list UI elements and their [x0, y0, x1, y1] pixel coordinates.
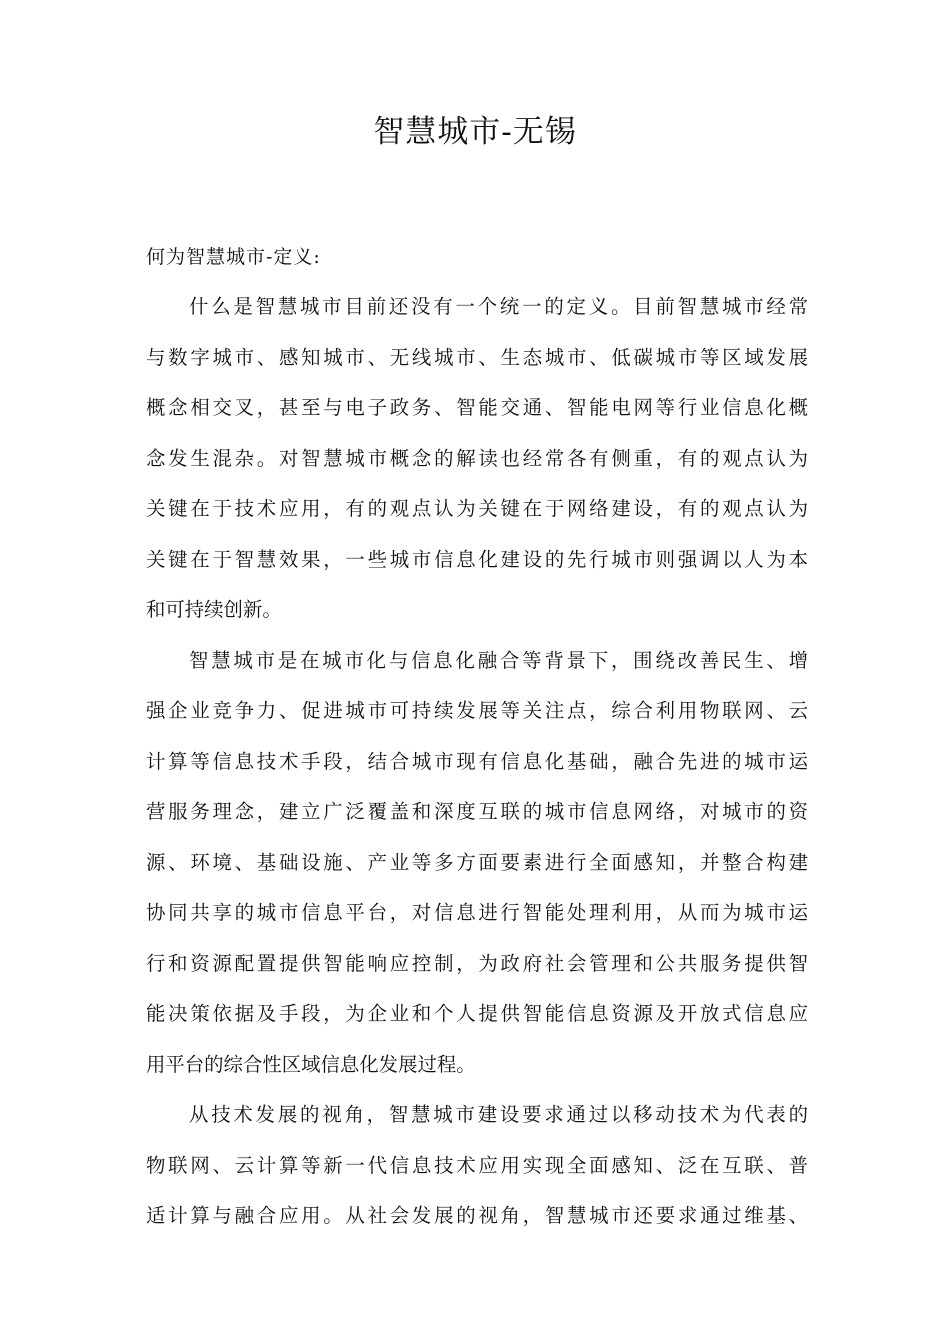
paragraph-line: 智慧城市是在城市化与信息化融合等背景下，围绕改善民生、增 [189, 648, 808, 672]
paragraph-definition [146, 282, 808, 636]
paragraph-line: 计算等信息技术手段，结合城市现有信息化基础，融合先进的城市运 [146, 749, 808, 773]
paragraph-line: 强企业竞争力、促进城市可持续发展等关注点，综合利用物联网、云 [146, 699, 808, 722]
paragraph-line: 和可持续创新。 [146, 598, 282, 621]
paragraph-line: 协同共享的城市信息平台，对信息进行智能处理利用，从而为城市运 [146, 901, 808, 924]
paragraph-concept [146, 636, 808, 1091]
paragraph-line: 关键在于技术应用，有的观点认为关键在于网络建设，有的观点认为 [146, 497, 808, 520]
paragraph-line: 营服务理念，建立广泛覆盖和深度互联的城市信息网络，对城市的资 [146, 800, 808, 823]
paragraph-line: 物联网、云计算等新一代信息技术应用实现全面感知、泛在互联、普 [146, 1153, 808, 1177]
paragraph-line: 念发生混杂。对智慧城市概念的解读也经常各有侧重，有的观点认为 [146, 446, 808, 470]
paragraph-line: 能决策依据及手段，为企业和个人提供智能信息资源及开放式信息应 [146, 1002, 808, 1025]
section-heading: 何为智慧城市-定义: [146, 246, 321, 268]
paragraph-line: 与数字城市、感知城市、无线城市、生态城市、低碳城市等区域发展 [146, 345, 808, 369]
document-body [146, 232, 808, 1242]
paragraph-line: 从技术发展的视角，智慧城市建设要求通过以移动技术为代表的 [189, 1103, 808, 1126]
paragraph-line: 关键在于智慧效果，一些城市信息化建设的先行城市则强调以人为本 [146, 547, 808, 571]
paragraph-line: 概念相交叉，甚至与电子政务、智能交通、智能电网等行业信息化概 [146, 396, 808, 419]
paragraph-line: 源、环境、基础设施、产业等多方面要素进行全面感知，并整合构建 [146, 850, 808, 874]
paragraph-line: 适计算与融合应用。从社会发展的视角，智慧城市还要求通过维基、 [146, 1204, 808, 1227]
document-title: 智慧城市-无锡 [373, 114, 577, 150]
paragraph-line: 用平台的综合性区域信息化发展过程。 [146, 1052, 476, 1076]
paragraph-perspective [146, 1090, 808, 1242]
paragraph-line: 什么是智慧城市目前还没有一个统一的定义。目前智慧城市经常 [189, 295, 808, 318]
paragraph-line: 行和资源配置提供智能响应控制，为政府社会管理和公共服务提供智 [146, 951, 808, 975]
